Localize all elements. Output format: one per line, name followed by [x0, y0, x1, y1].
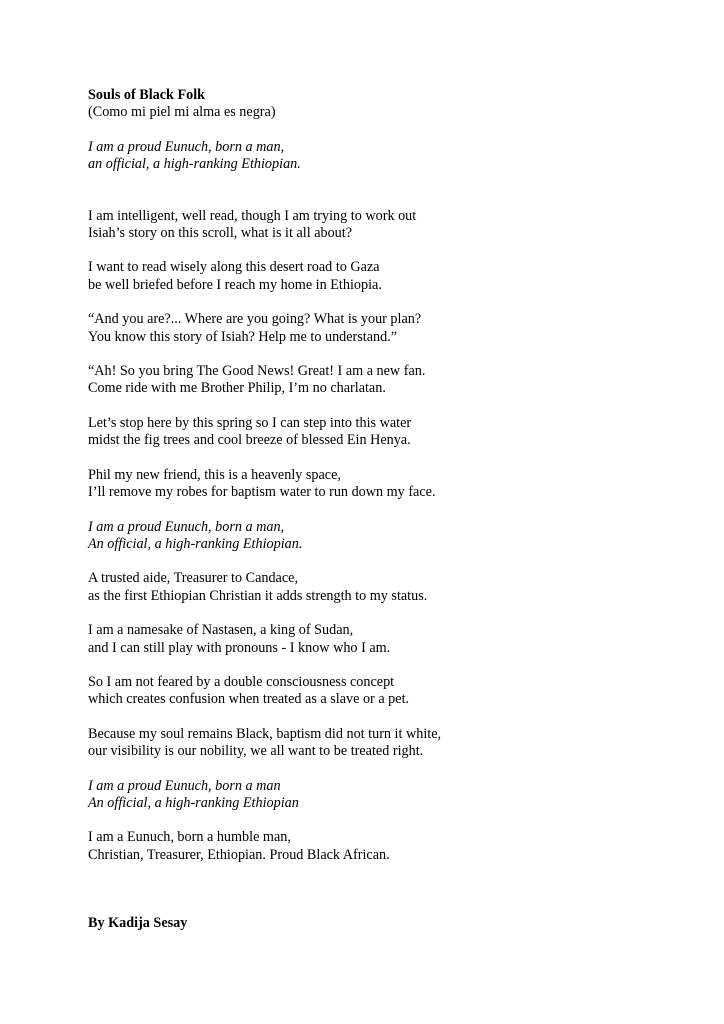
- stanza-line: “And you are?... Where are you going? What is your plan?: [88, 311, 422, 328]
- stanza-line: An official, a high-ranking Ethiopian.: [88, 535, 303, 552]
- poem-author: By Kadija Sesay: [88, 915, 188, 932]
- stanza-13: [88, 778, 648, 813]
- stanza-line: an official, a high-ranking Ethiopian.: [88, 156, 301, 173]
- stanza-3: [88, 259, 648, 294]
- stanza-line: I want to read wisely along this desert road to Gaza: [88, 259, 380, 276]
- stanza-line: An official, a high-ranking Ethiopian: [88, 794, 299, 811]
- stanza-line: I am a proud Eunuch, born a man: [88, 777, 281, 794]
- stanza-line: Christian, Treasurer, Ethiopian. Proud Black African.: [88, 846, 390, 863]
- stanza-7: [88, 467, 648, 502]
- stanza-line: and I can still play with pronouns - I know who I am.: [88, 639, 391, 656]
- stanza-5: [88, 363, 648, 398]
- poem-title: Souls of Black Folk: [88, 87, 206, 103]
- stanza-line: our visibility is our nobility, we all want to be treated right.: [88, 743, 424, 760]
- stanza-line: Isiah’s story on this scroll, what is it all about?: [88, 225, 353, 242]
- stanza-14: [88, 829, 648, 864]
- poem: [88, 87, 648, 933]
- stanza-9: [88, 570, 648, 605]
- stanza-line: midst the fig trees and cool breeze of blessed Ein Henya.: [88, 432, 411, 449]
- stanza-10: [88, 622, 648, 657]
- stanza-1: [88, 139, 648, 174]
- stanza-6: [88, 415, 648, 450]
- poem-subtitle: (Como mi piel mi alma es negra): [88, 104, 276, 121]
- stanza-11: [88, 674, 648, 709]
- stanza-line: I am intelligent, well read, though I am trying to work out: [88, 207, 417, 224]
- stanza-line: I am a proud Eunuch, born a man,: [88, 138, 285, 155]
- stanza-line: which creates confusion when treated as a slave or a pet.: [88, 691, 410, 708]
- stanza-line: Because my soul remains Black, baptism did not turn it white,: [88, 725, 442, 742]
- stanza-4: [88, 311, 648, 346]
- stanza-line: Come ride with me Brother Philip, I’m no charlatan.: [88, 380, 386, 397]
- stanza-line: I’ll remove my robes for baptism water to run down my face.: [88, 484, 436, 501]
- stanza-line: A trusted aide, Treasurer to Candace,: [88, 570, 298, 587]
- stanza-line: as the first Ethiopian Christian it adds strength to my status.: [88, 587, 428, 604]
- stanza-line: I am a proud Eunuch, born a man,: [88, 518, 285, 535]
- stanza-2: [88, 208, 648, 243]
- stanza-12: [88, 726, 648, 761]
- stanza-line: “Ah! So you bring The Good News! Great! I am a new fan.: [88, 363, 426, 380]
- stanza-line: Phil my new friend, this is a heavenly space,: [88, 466, 341, 483]
- stanza-line: So I am not feared by a double consciousness concept: [88, 673, 395, 690]
- stanza-line: Let’s stop here by this spring so I can step into this water: [88, 414, 412, 431]
- stanza-line: be well briefed before I reach my home in Ethiopia.: [88, 276, 382, 293]
- stanza-line: You know this story of Isiah? Help me to understand.”: [88, 328, 398, 345]
- stanza-8: [88, 519, 648, 554]
- stanza-line: I am a Eunuch, born a humble man,: [88, 829, 291, 846]
- stanza-line: I am a namesake of Nastasen, a king of Sudan,: [88, 622, 354, 639]
